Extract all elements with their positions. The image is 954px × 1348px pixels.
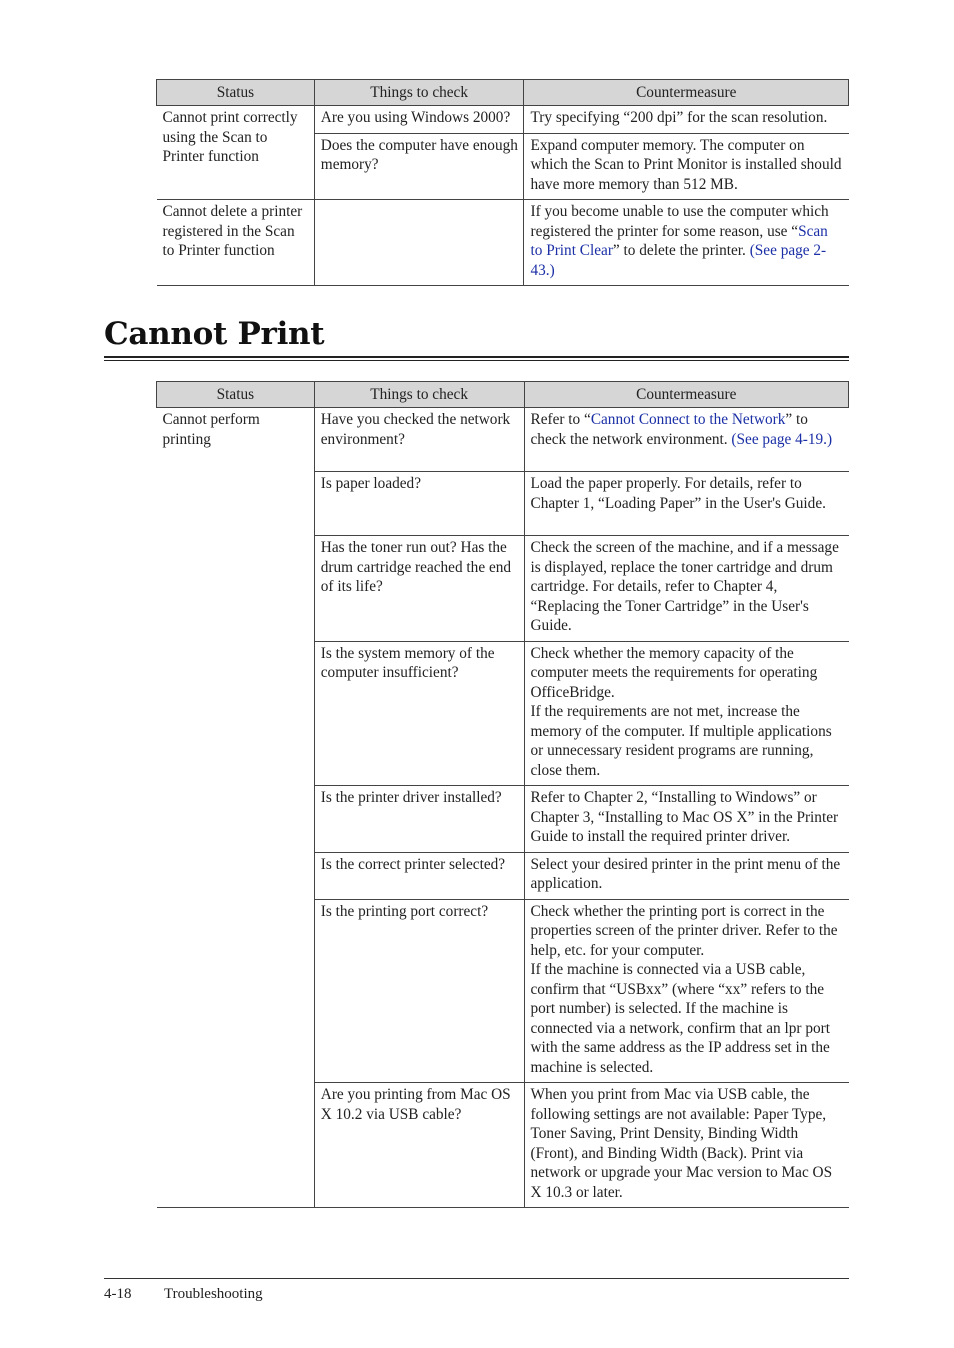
check-cell: Is the printing port correct? [314, 899, 524, 1083]
header-countermeasure: Countermeasure [524, 80, 849, 106]
status-cell: Cannot print correctly using the Scan to Printer function [157, 106, 315, 200]
header-things-to-check: Things to check [314, 382, 524, 408]
scan-to-print-clear-link[interactable]: Scan to Print Clear [530, 222, 828, 259]
header-status: Status [157, 382, 315, 408]
cannot-connect-link[interactable]: Cannot Connect to the Network [590, 411, 786, 428]
countermeasure-cell: Try specifying “200 dpi” for the scan resolution. [524, 106, 849, 134]
countermeasure-cell [524, 641, 849, 786]
check-cell: Does the computer have enough memory? [314, 133, 524, 200]
check-cell: Are you printing from Mac OS X 10.2 via USB cable? [314, 1083, 524, 1208]
countermeasure-cell: Refer to Chapter 2, “Installing to Windows” or Chapter 3, “Installing to Mac OS X” in the Printer Guide to install the required printer driver. [524, 786, 849, 853]
countermeasure-text: ” to check the network environment. [530, 411, 808, 448]
countermeasure-cell [524, 899, 849, 1083]
countermeasure-cell: Expand computer memory. The computer on which the Scan to Print Monitor is installed should have more memory than 512 MB. [524, 133, 849, 200]
check-cell: Is the printer driver installed? [314, 786, 524, 853]
page-number: 4-18 [104, 1286, 132, 1302]
countermeasure-cell: Check the screen of the machine, and if a message is displayed, replace the toner cartridge and drum cartridge. For details, refer to Chapter 4, “Replacing the Toner Cartridge” in the User's Guide. [524, 536, 849, 642]
title-rule [104, 356, 849, 358]
check-cell: Is the correct printer selected? [314, 852, 524, 899]
check-cell: Is paper loaded? [314, 472, 524, 536]
table-row [157, 408, 849, 472]
title-rule-thin [104, 360, 849, 361]
table-header-row [157, 382, 849, 408]
section-title: Cannot Print [104, 316, 325, 352]
check-cell: Have you checked the network environment? [314, 408, 524, 472]
countermeasure-text: ” to delete the printer. [612, 242, 746, 259]
countermeasure-cell: Select your desired printer in the print menu of the application. [524, 852, 849, 899]
countermeasure-text: If you become unable to use the computer which registered the printer for some reason, use “ [530, 203, 829, 240]
countermeasure-cell [524, 408, 849, 472]
check-cell: Has the toner run out? Has the drum cartridge reached the end of its life? [314, 536, 524, 642]
header-things-to-check: Things to check [314, 80, 524, 106]
status-cell: Cannot perform printing [157, 408, 315, 1208]
page-reference-link[interactable]: (See page 4-19.) [731, 430, 833, 448]
countermeasure-text: Refer to “ [530, 411, 591, 428]
table-header-row [157, 80, 849, 106]
countermeasure-text: Check whether the printing port is correct in the properties screen of the printer driver. Refer to the help, etc. for your computer. [530, 902, 838, 959]
countermeasure-text: If the requirements are not met, increase the memory of the computer. If multiple applications or unnecessary resident programs are running, close them. [530, 703, 832, 779]
countermeasure-cell: When you print from Mac via USB cable, the following settings are not available: Paper Type, Toner Saving, Print Density, Binding Width (Front), and Binding Width (Back). Print via network or upgrade your Mac version to Mac OS X 10.3 or later. [524, 1083, 849, 1208]
countermeasure-text: Check whether the memory capacity of the computer meets the requirements for operating OfficeBridge. [530, 644, 818, 701]
scan-to-printer-table [156, 79, 849, 286]
table-row [157, 200, 849, 286]
footer-section-name: Troubleshooting [164, 1286, 263, 1302]
countermeasure-text: If the machine is connected via a USB cable, confirm that “USBxx” (where “xx” refers to the port number) is selected. If the machine is connected via a network, confirm that an lpr port with the same address as the IP address set in the machine is selected. [530, 961, 830, 1076]
countermeasure-cell: Load the paper properly. For details, refer to Chapter 1, “Loading Paper” in the User's Guide. [524, 472, 849, 536]
cannot-print-table [156, 381, 849, 1208]
countermeasure-cell [524, 200, 849, 286]
check-cell [314, 200, 524, 286]
check-cell: Are you using Windows 2000? [314, 106, 524, 134]
check-cell: Is the system memory of the computer insufficient? [314, 641, 524, 786]
footer-rule [104, 1278, 849, 1279]
header-status: Status [157, 80, 315, 106]
header-countermeasure: Countermeasure [524, 382, 849, 408]
table-row [157, 106, 849, 134]
status-cell: Cannot delete a printer registered in the Scan to Printer function [157, 200, 315, 286]
page-reference-link[interactable]: (See page 2-43.) [530, 242, 827, 279]
